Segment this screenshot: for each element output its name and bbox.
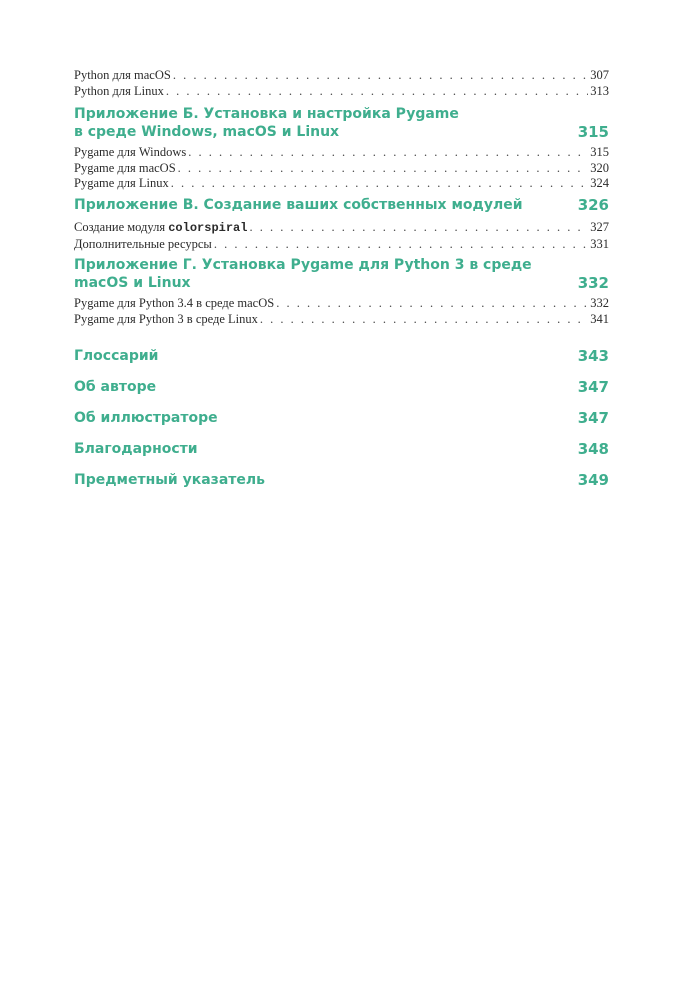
chapter-page: 347 xyxy=(577,378,609,397)
chapter-page: 315 xyxy=(577,123,609,142)
toc-entry-title: Pygame для Python 3 в среде Linux xyxy=(74,311,258,326)
chapter-page: 343 xyxy=(577,347,609,366)
dot-leader xyxy=(178,161,589,177)
toc-entry-page: 341 xyxy=(590,311,609,326)
toc-entry-pygame-windows[interactable] xyxy=(74,145,609,161)
dot-leader xyxy=(276,296,588,312)
toc-entry-title: Pygame для Python 3.4 в среде macOS xyxy=(74,296,275,311)
toc-entry-title-text: Создание модуля xyxy=(74,219,166,234)
chapter-title-line2: в среде Windows, macOS и Linux xyxy=(74,124,340,141)
chapter-page: 348 xyxy=(577,440,609,459)
toc-entry-title: Pygame для Linux xyxy=(74,176,169,191)
toc-entry-pygame-linux[interactable] xyxy=(74,176,609,192)
toc-entry-python-macos[interactable] xyxy=(74,68,609,84)
toc-entry-page: 331 xyxy=(590,236,609,251)
chapter-page: 326 xyxy=(577,195,609,214)
chapter-page: 349 xyxy=(577,471,609,490)
dot-leader xyxy=(260,312,588,328)
chapter-title-line1: Приложение Г. Установка Pygame для Python 3 в среде xyxy=(74,257,532,274)
chapter-title: Об иллюстраторе xyxy=(74,410,218,427)
dot-leader xyxy=(171,176,589,192)
toc-entry-create-module[interactable] xyxy=(74,220,609,237)
dot-leader xyxy=(166,84,588,100)
toc-entry-python-linux[interactable] xyxy=(74,84,609,100)
toc-entry-extra-resources[interactable] xyxy=(74,237,609,253)
chapter-title xyxy=(74,256,532,292)
chapter-title-line1: Приложение Б. Установка и настройка Pygame xyxy=(74,106,459,123)
dot-leader xyxy=(188,145,588,161)
toc-entry-page: 324 xyxy=(590,176,609,191)
toc-entry-pygame-macos[interactable] xyxy=(74,161,609,177)
toc-entry-title xyxy=(74,220,247,237)
toc-chapter-acknowledgements[interactable] xyxy=(74,440,609,458)
dot-leader xyxy=(214,237,588,253)
dot-leader xyxy=(249,220,588,236)
toc-chapter-appendix-g[interactable] xyxy=(74,256,609,292)
chapter-title: Благодарности xyxy=(74,441,198,458)
chapter-title: Глоссарий xyxy=(74,348,159,365)
toc-entry-page: 315 xyxy=(590,145,609,160)
toc-entry-pygame-py3-linux[interactable] xyxy=(74,312,609,328)
chapter-title: Приложение В. Создание ваших собственных модулей xyxy=(74,196,523,213)
toc-entry-page: 313 xyxy=(590,83,609,98)
toc-chapter-index[interactable] xyxy=(74,471,609,489)
toc-entry-page: 307 xyxy=(590,68,609,82)
dot-leader xyxy=(173,68,588,84)
chapter-page: 347 xyxy=(577,409,609,428)
chapter-title xyxy=(74,105,459,141)
toc-entry-pygame-py34-macos[interactable] xyxy=(74,296,609,312)
toc-entry-page: 332 xyxy=(590,296,609,311)
table-of-contents xyxy=(74,68,609,489)
toc-chapter-about-illustrator[interactable] xyxy=(74,409,609,427)
chapter-title: Об авторе xyxy=(74,379,157,396)
toc-chapter-glossary[interactable] xyxy=(74,347,609,365)
toc-entry-title: Pygame для Windows xyxy=(74,145,187,160)
chapter-title-line2: macOS и Linux xyxy=(74,275,191,292)
module-name-code: colorspiral xyxy=(168,220,248,235)
toc-entry-page: 320 xyxy=(590,160,609,175)
toc-entry-title: Python для macOS xyxy=(74,68,171,82)
toc-entry-page: 327 xyxy=(590,219,609,234)
toc-entry-title: Pygame для macOS xyxy=(74,160,176,175)
chapter-page: 332 xyxy=(577,274,609,293)
chapter-title: Предметный указатель xyxy=(74,472,265,489)
toc-chapter-appendix-v[interactable] xyxy=(74,196,609,214)
toc-chapter-appendix-b[interactable] xyxy=(74,105,609,141)
toc-chapter-about-author[interactable] xyxy=(74,378,609,396)
toc-entry-title: Дополнительные ресурсы xyxy=(74,236,212,251)
toc-entry-title: Python для Linux xyxy=(74,83,164,98)
